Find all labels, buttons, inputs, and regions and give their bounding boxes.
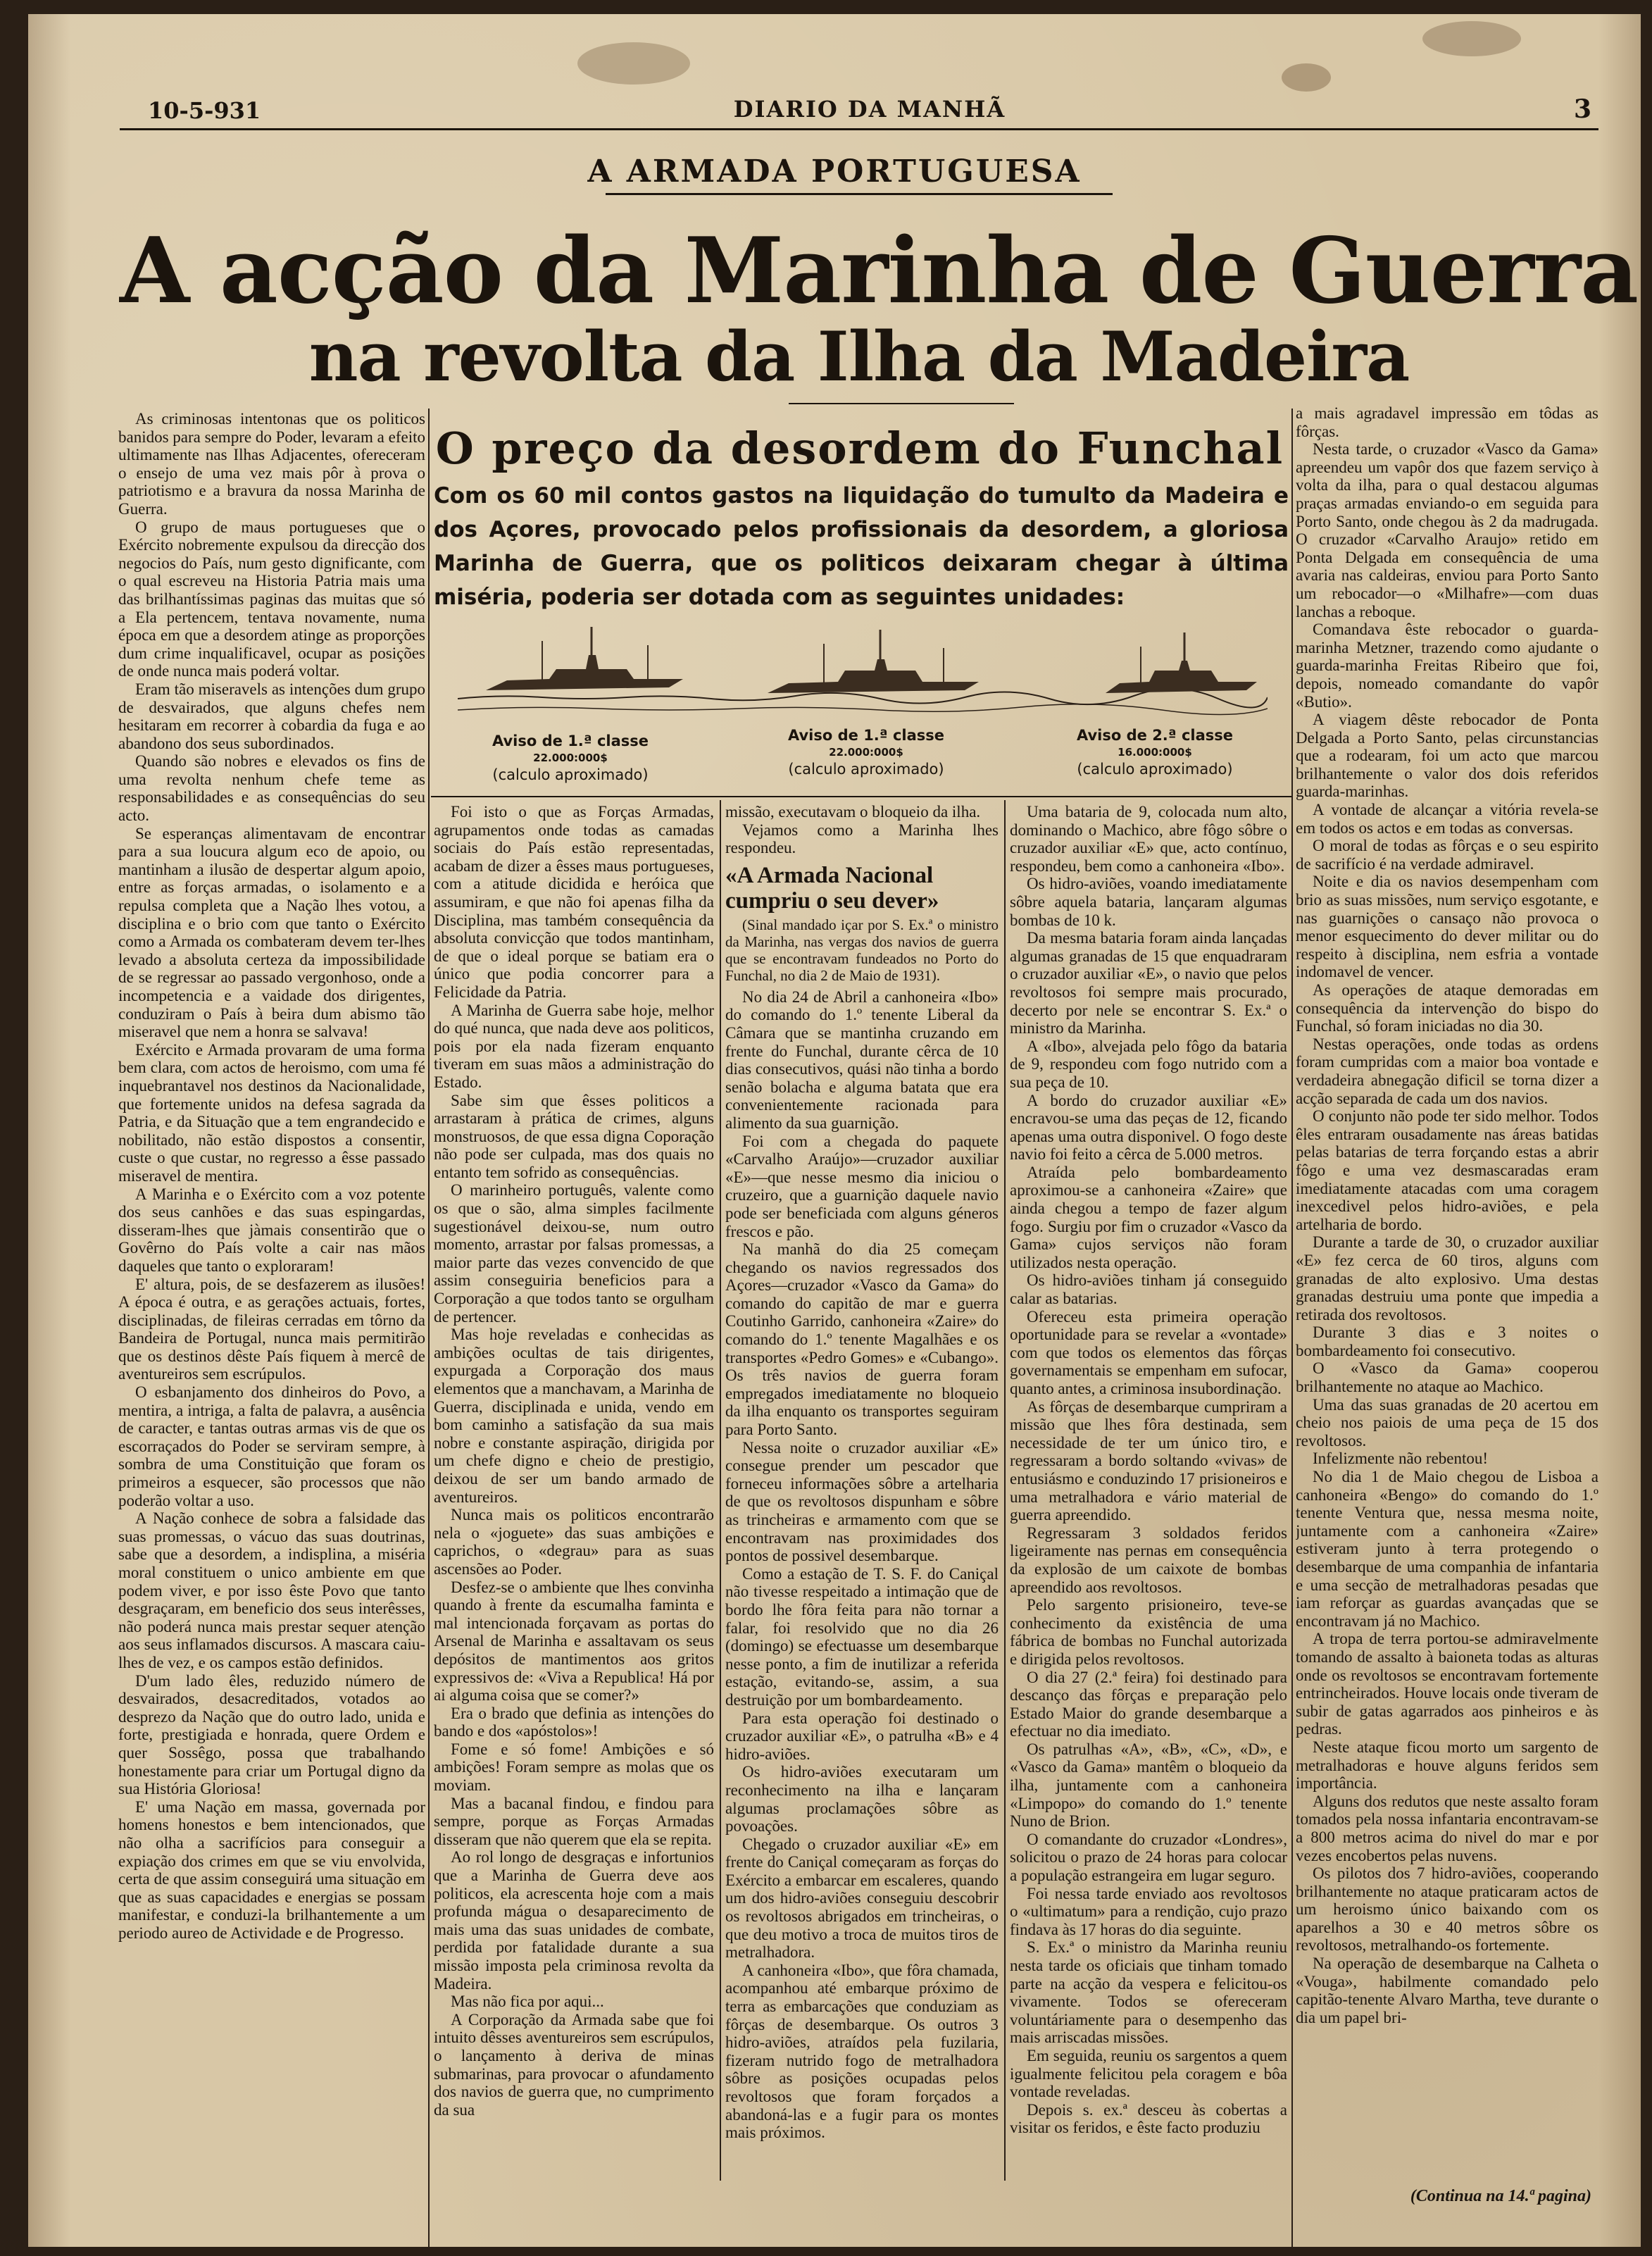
- paragraph: Fome e só fome! Ambições e só ambições! Foram sempre as molas que os moviam.: [434, 1740, 714, 1795]
- ship-3: [1106, 632, 1257, 693]
- headline-line1: A acção da Marinha de Guerra: [120, 218, 1638, 324]
- ship-cost: 22.000:000$: [533, 752, 608, 764]
- paragraph: Regressaram 3 soldados feridos ligeiramente nas pernas em consequência da explosão de um caixote de bombas apreendido aos revoltosos.: [1010, 1523, 1287, 1596]
- paper-stain: [1422, 21, 1521, 56]
- paragraph: Na operação de desembarque na Calheta o «Vouga», habilmente comandado pelo capitão-tenente Alvaro Martha, teve durante o dia um papel bri-: [1296, 1955, 1598, 2026]
- column-rule: [428, 409, 430, 2247]
- ship-caption-1: [465, 733, 676, 783]
- ship-calc-note: (calculo aproximado): [788, 761, 944, 778]
- column-3: [725, 803, 999, 2176]
- center-subtitle: Com os 60 mil contos gastos na liquidação do tumulto da Madeira e dos Açores, provocado pelos profissionais da desordem, a gloriosa Marinha de Guerra, que os politicos deixaram chegar à última miséria, poderia ser dotada com as seguintes unidades:: [434, 483, 1289, 610]
- paragraph: Neste ataque ficou morto um sargento de metralhadoras e houve alguns feridos sem importância.: [1296, 1738, 1598, 1793]
- header-rule: [120, 128, 1598, 130]
- paragraph: A canhoneira «Ibo», que fôra chamada, acompanhou até embarque próximo de terra as embarcações que conduziam as fôrças de desembarque. Os outros 3 hidro-aviões, atraídos pela fuzilaria, fizeram nutrido fogo de metralhadora sôbre as posições ocupadas pelos revoltosos que foram forçados a abandoná-las e a fugir para os montes mais próximos.: [725, 1961, 999, 2142]
- paragraph: No dia 1 de Maio chegou de Lisboa a canhoneira «Bengo» do comando do 1.º tenente Ventura que, nessa mesma noite, juntamente com a canhoneira «Zaire» estiveram junto à terra protegendo o desembarque de uma companhia de infantaria e uma secção de metralhadoras pesadas que iam reforçar as guardas avançadas que se encontravam já no Machico.: [1296, 1468, 1598, 1630]
- signal-note: (Sinal mandado içar por S. Ex.ª o ministro da Marinha, nas vergas dos navios de guerra que se encontravam fundeados no Porto do Funchal, no dia 2 de Maio de 1931).: [725, 916, 999, 984]
- column-rule: [1004, 800, 1006, 2181]
- column-2: [434, 803, 714, 2176]
- paragraph: Durante a tarde de 30, o cruzador auxiliar «E» fez cerca de 60 tiros, alguns com granadas de alto explosivo. Uma destas granadas destruiu uma ponte que impedia a retirada dos revoltosos.: [1296, 1233, 1598, 1323]
- paragraph: Nunca mais os politicos encontrarão nela o «joguete» das suas ambições e caprichos, o «degrau» para as suas ascensões ao Poder.: [434, 1506, 714, 1578]
- paragraph: Nessa noite o cruzador auxiliar «E» consegue prender um pescador que forneceu informações sôbre a artelharia de que os revoltosos dispunham e sôbre as trincheiras e armamento com que se encontravam nas proximidades dos pontos de possivel desembarque.: [725, 1438, 999, 1565]
- paragraph: Da mesma bataria foram ainda lançadas algumas granadas de 15 que enquadraram o cruzador auxiliar «E», o navio que pelos revoltosos foi sempre mais procurado, decerto por nele se encontrar S. Ex.ª o ministro da Marinha.: [1010, 929, 1287, 1037]
- paragraph: Uma bataria de 9, colocada num alto, dominando o Machico, abre fôgo sôbre o cruzador auxiliar «E» que, acto contínuo, respondeu, bem como a canhoneira «Ibo».: [1010, 803, 1287, 875]
- paragraph: Foi isto o que as Forças Armadas, agrupamentos onde todas as camadas sociais do País estão representadas, acabam de dizer a êsses maus portugueses, com a atitude dicidida e heróica que assumiram, e que não foi apenas filha da Disciplina, mas também consequência da absoluta convicção que todos mantinham, de que o ideal porque se batiam era o único que podia concorrer para a Felicidade da Patria.: [434, 803, 714, 1001]
- paragraph: O conjunto não pode ter sido melhor. Todos êles entraram ousadamente nas áreas batidas pelas batarias de terra forçando estas a abrir fôgo e uma vez desmascaradas eram imediatamente atacadas com uma coragem inexcedivel pelos hidro-aviões, e pela artelharia de bordo.: [1296, 1107, 1598, 1233]
- paragraph: Nesta tarde, o cruzador «Vasco da Gama» apreendeu um vapôr dos que fazem serviço à volta da ilha, para o qual destacou algumas praças armadas enviando-o em seguida para Porto Santo, onde chegou às 2 da madrugada. O cruzador «Carvalho Araujo» retido em Ponta Delgada em consequência de uma avaria nas caldeiras, enviou para Porto Santo um rebocador—o «Milhafre»—com duas lanchas a reboque.: [1296, 440, 1598, 621]
- paragraph: A vontade de alcançar a vitória revela-se em todos os actos e em todas as conversas.: [1296, 801, 1598, 837]
- paragraph: A «Ibo», alvejada pelo fôgo da bataria de 9, respondeu com fogo nutrido com a sua peça de 10.: [1010, 1037, 1287, 1091]
- ship-calc-note: (calculo aproximado): [492, 766, 649, 783]
- column-subhead: «A Armada Nacional cumpriu o seu dever»: [725, 862, 939, 914]
- ship-calc-note: (calculo aproximado): [1077, 761, 1233, 778]
- paragraph: Durante 3 dias e 3 noites o bombardeamento foi consecutivo.: [1296, 1323, 1598, 1359]
- paragraph: Eram tão miseravels as intenções dum grupo de desvairados, que alguns chefes nem hesitaram em recorrer à cobardia da fuga e ao abandono dos seus subordinados.: [118, 680, 425, 752]
- paragraph: Pelo sargento prisioneiro, teve-se conhecimento da existência de uma fábrica de bombas no Funchal autorizada e dirigida pelos revoltosos.: [1010, 1596, 1287, 1668]
- paragraph: Vejamos como a Marinha lhes respondeu.: [725, 821, 999, 857]
- paragraph: Atraída pelo bombardeamento aproximou-se a canhoneira «Zaire» que ainda chegou a tempo de fazer algum fogo. Surgiu por fim o cruzador «Vasco da Gama» cujos serviços não foram utilizados nesta operação.: [1010, 1163, 1287, 1271]
- paragraph: Na manhã do dia 25 começam chegando os navios regressados dos Açores—cruzador «Vasco da Gama» do comando do capitão de mar e guerra Coutinho Garrido, canhoneira «Zaire» do comando do 1.º tenente Magalhães e os transportes «Pedro Gomes» e «Cubango». Os três navios de guerra foram empregados imediatamente no bloqueio da ilha enquanto os transportes seguiram para Porto Santo.: [725, 1240, 999, 1439]
- paragraph: Mas hoje reveladas e conhecidas as ambições ocultas de tais dirigentes, expurgada a Corporação dos maus elementos que a manchavam, a Marinha de Guerra, disciplinada e unida, vendo em bom caminho a satisfação da sua mais nobre e constante aspiração, dirigida por um chefe digno e cheio de prestigio, deixou de ser um bando armado de aventureiros.: [434, 1326, 714, 1506]
- paragraph: Se esperanças alimentavam de encontrar para a sua loucura algum eco de apoio, ou mantinham a ilusão de despertar algum apoio, entre as forças armadas, o isolamento e a repulsa completa que a Nação lhes votou, a disciplina e o brio com que tanto o Exército como a Armada os combateram devem ter-lhes levado a absoluta certeza da impossibilidade de se regressar ao passado vergonhoso, onde a incompetencia e a vaidade dos dirigentes, conduziram o País à beira dum abismo tão miseravel que nem a honra se salvava!: [118, 824, 425, 1041]
- ships-illustration: [458, 620, 1268, 733]
- paragraph: Sabe sim que êsses politicos a arrastaram à prática de crimes, alguns monstruosos, de que essa digna Coporação não pode ser culpada, mas dos quais no entanto tem sofrido as consequências.: [434, 1091, 714, 1181]
- paragraph: Os pilotos dos 7 hidro-aviões, cooperando brilhantemente no ataque praticaram actos de um heroismo único baixando com os aparelhos a 30 e 40 metros sôbre os revoltosos, metralhando-os fortemente.: [1296, 1864, 1598, 1955]
- paragraph: Uma das suas granadas de 20 acertou em cheio nos paiois de uma peça de 15 dos revoltosos.: [1296, 1395, 1598, 1450]
- paragraph: Desfez-se o ambiente que lhes convinha quando à frente da escumalha faminta e mal intencionada forçavam as portas do Arsenal de Marinha e assaltavam os seus depósitos de mantimentos aos gritos expressivos de: «Viva a Republica! Há por ai alguma coisa que se comer?»: [434, 1578, 714, 1705]
- paragraph: A Marinha de Guerra sabe hoje, melhor do qué nunca, que nada deve aos politicos, pois por ela nada fizeram enquanto tiveram em suas mãos a administração do Estado.: [434, 1001, 714, 1091]
- paragraph: Mas a bacanal findou, e findou para sempre, porque as Forças Armadas disseram que não querem que ela se repita.: [434, 1794, 714, 1848]
- paragraph: As criminosas intentonas que os politicos banidos para sempre do Poder, levaram a efeito ultimamente nas Ilhas Adjacentes, ofereceram o ensejo de uma vez mais pôr à prova o patriotismo e a bravura da nossa Marinha de Guerra.: [118, 410, 425, 518]
- paragraph: Os patrulhas «A», «B», «C», «D», e «Vasco da Gama» mantêm o bloqueio da ilha, juntamente com a canhoneira «Limpopo» do comando do 1.º tenente Nuno de Brion.: [1010, 1740, 1287, 1831]
- paragraph: Como a estação de T. S. F. do Caniçal não tivesse respeitado a intimação que de bordo lhe fôra feita para não tornar a falar, foi resolvido que no dia 26 (domingo) se efectuasse um desembarque nesse ponto, a fim de inutilizar a referida estação, evitando-se, assim, a sua destruição por um bombardeamento.: [725, 1564, 999, 1709]
- ship-caption-3: [1049, 727, 1260, 778]
- paragraph: A viagem dêste rebocador de Ponta Delgada a Porto Santo, pelas circunstancias que a rodearam, foi um acto que marcou brilhantemente o valor dos dois referidos guarda-marinhas.: [1296, 711, 1598, 801]
- page-number: 3: [1573, 94, 1591, 124]
- paragraph: A Nação conhece de sobra a falsidade das suas promessas, o vácuo das suas doutrinas, sabe que a desordem, a indisplina, a miséria moral constituem o unico ambiente em que podem viver, e por isso êste Povo que tanto desgraçaram, em beneficio dos seus interêsses, não poderá nunca mais prestar sequer atenção aos seus inflamados discursos. A mascara caiu-lhes de vez, e os campos estão definidos.: [118, 1509, 425, 1671]
- paragraph: O moral de todas as fôrças e o seu espirito de sacrifício é na verdade admiravel.: [1296, 837, 1598, 873]
- paragraph: Alguns dos redutos que neste assalto foram tomados pela nossa infantaria encontravam-se a 800 metros acima do nivel do mar e por vezes encobertos pelas nuvens.: [1296, 1792, 1598, 1864]
- headline-rule: [789, 403, 1014, 404]
- paragraph: Foi com a chegada do paquete «Carvalho Araújo»—cruzador auxiliar «E»—que nesse mesmo dia iniciou o cruzeiro, que a guarnição daquele navio pode ser beneficiada com alguns géneros frescos e pão.: [725, 1132, 999, 1240]
- paragraph: Infelizmente não rebentou!: [1313, 1450, 1489, 1468]
- sea-line: [458, 704, 1268, 715]
- ship-class: Aviso de 1.ª classe: [492, 733, 649, 749]
- paragraph: A Marinha e o Exército com a voz potente dos seus canhões e das suas espingardas, disseram-lhes que jàmais consentirão que o Govêrno do País volte a cair nas mãos daqueles que tanto o exploraram!: [118, 1185, 425, 1275]
- paragraph: A tropa de terra portou-se admiravelmente tomando de assalto à baioneta todas as alturas onde os revoltosos se encontravam fortemente entrincheirados. Houve locais onde tiveram de subir de gatas agarrados aos pinheiros e às pedras.: [1296, 1630, 1598, 1738]
- paragraph: Quando são nobres e elevados os fins de uma revolta nenhum chefe teme as responsabilidades e as consequências do seu acto.: [118, 752, 425, 825]
- paragraph: Noite e dia os navios desempenham com brio as suas missões, num serviço esgotante, e nas guarnições o cansaço não provoca o menor esquecimento do dever militar ou do respeito à disciplina, nem esfria a vontade indomavel de vencer.: [1296, 873, 1598, 981]
- headline-line2: na revolta da Ilha da Madeira: [308, 317, 1410, 397]
- box-bottom-rule: [431, 796, 1291, 797]
- paragraph: A Corporação da Armada sabe que foi intuito dêsses aventureiros sem escrúpulos, o lançamento à deriva de minas submarinas, para provocar o afundamento dos navios de guerra que, no cumprimento da sua: [434, 2010, 714, 2119]
- paragraph: Os hidro-aviões tinham já conseguido calar as batarias.: [1010, 1271, 1287, 1308]
- paragraph: Os hidro-aviões executaram um reconhecimento na ilha e lançaram algumas proclamações sôbre as povoações.: [725, 1763, 999, 1836]
- paragraph: Os hidro-aviões, voando imediatamente sôbre aquela bataria, lançaram algumas bombas de 10 k.: [1010, 875, 1287, 929]
- paragraph: Para esta operação foi destinado o cruzador auxiliar «E», o patrulha «B» e 4 hidro-aviões.: [725, 1709, 999, 1763]
- ship-cost: 22.000:000$: [829, 746, 903, 759]
- section-rule: [606, 193, 1113, 195]
- paragraph: Comandava êste rebocador o guarda-marinha Metzner, trazendo como ajudante o guarda-marinha Freitas Ribeiro que foi, depois, nomeado comandante do vapôr «Butio».: [1296, 621, 1598, 711]
- running-header: [148, 92, 1591, 134]
- paragraph: Exército e Armada provaram de uma forma bem clara, com actos de heroismo, com uma fé inquebrantavel nos destinos da Nacionalidade, que fortemente unidos na defesa sagrada da Patria, e da Situação que a tem engrandecido e nobilitado, não estão dispostos a consentir, custe o que custar, no regresso a êsse passado miseravel de mentira.: [118, 1040, 425, 1185]
- column-5: [1296, 404, 1598, 2182]
- newspaper-page: [28, 14, 1641, 2247]
- column-rule: [1291, 409, 1293, 2247]
- paragraph: O esbanjamento dos dinheiros do Povo, a mentira, a intriga, a falta de palavra, a ausência de caracter, e tantas outras armas vis de que os escorraçados do Poder se serviram sempre, à sombra de uma Constituição que foram os primeiros a esquecer, são processos que não poderão voltar a uso.: [118, 1383, 425, 1509]
- paragraph: O «Vasco da Gama» cooperou brilhantemente no ataque ao Machico.: [1296, 1359, 1598, 1396]
- paragraph: O grupo de maus portugueses que o Exército nobremente expulsou da direcção dos negocios do País, num gesto dignificante, com o qual escreveu na Historia Patria mais uma das brilhantíssimas paginas das muitas que só a Ela pertencem, tentava novamente, numa época em que a desordem atinge as proporções dum crime inqualificavel, ocupar as posições de onde nunca mais poderá voltar.: [118, 518, 425, 680]
- paragraph: D'um lado êles, reduzido número de desvairados, desacreditados, votados ao desprezo da Nação que do outro lado, unida e forte, prestigiada e honrada, quere Ordem e quer Sossêgo, possa que trabalhando honestamente para criar um Portugal digno da sua História Gloriosa!: [118, 1671, 425, 1798]
- paragraph: As fôrças de desembarque cumpriram a missão que lhes fôra destinada, sem necessidade de ter um único tiro, e regressaram a bordo soltando «vivas» de entusiásmo e conduzindo 17 prisioneiros e uma metralhadora e vário material de guerra apreendido.: [1010, 1397, 1287, 1524]
- ship-class: Aviso de 2.ª classe: [1076, 727, 1234, 744]
- paragraph: O comandante do cruzador «Londres», solicitou o prazo de 24 horas para colocar a população estrangeira em lugar seguro.: [1010, 1830, 1287, 1885]
- paragraph: missão, executavam o bloqueio da ilha.: [725, 803, 981, 821]
- column-rule: [720, 800, 721, 2181]
- continuation-note: (Continua na 14.ª pagina): [1410, 2187, 1591, 2205]
- ship-caption-2: [761, 727, 972, 778]
- paragraph: Era o brado que definia as intenções do bando e dos «apóstolos»!: [434, 1704, 714, 1740]
- paragraph: Chegado o cruzador auxiliar «E» em frente do Caniçal começaram as forças do Exército a embarcar em escaleres, quando um dos hidro-aviões conseguiu descobrir os revoltosos abrigados em trincheiras, o que deu motivo a troca de muitos tiros de metralhadora.: [725, 1835, 999, 1962]
- column-4: [1010, 803, 1287, 2176]
- paragraph: Em seguida, reuniu os sargentos a quem igualmente felicitou pela coragem e bôa vontade reveladas.: [1010, 2046, 1287, 2101]
- ship-1: [486, 627, 683, 690]
- paragraph: S. Ex.ª o ministro da Marinha reuniu nesta tarde os oficiais que tinham tomado parte na acção da vespera e felicitou-os vivamente. Todos se ofereceram voluntáriamente para o desempenho das mais arriscadas missões.: [1010, 1938, 1287, 2047]
- ship-class: Aviso de 1.ª classe: [787, 727, 945, 744]
- paragraph: A bordo do cruzador auxiliar «E» encravou-se uma das peças de 12, ficando apenas uma outra disponivel. O fogo deste navio foi feito a cêrca de 5.000 metros.: [1010, 1091, 1287, 1164]
- paragraph: Mas não fica por aqui...: [451, 1993, 604, 2011]
- paper-stain: [1282, 63, 1331, 92]
- paragraph: Ofereceu esta primeira operação oportunidade para se revelar a «vontade» com que todos os elementos das fôrças governamentais se empenham em sufocar, quanto antes, a criminosa insubordinação.: [1010, 1307, 1287, 1397]
- paragraph: O marinheiro português, valente como os que o são, alma simples facilmente sugestionável deixou-se, num outro momento, arrastar por falsas promessas, a maior parte das vezes convencido de que assim conseguiria beneficios para a Corporação a que todos tanto se orgulham de pertencer.: [434, 1181, 714, 1326]
- paragraph: Nestas operações, onde todas as ordens foram cumpridas com a maior boa vontade e verdadeira abnegação dificil se torna dizer a acção separada de cada um dos navios.: [1296, 1035, 1598, 1107]
- ship-cost: 16.000:000$: [1118, 746, 1192, 759]
- paragraph: Depois s. ex.ª desceu às cobertas a visitar os feridos, e êste facto produziu: [1010, 2100, 1287, 2137]
- center-title: O preço da desordem do Funchal: [435, 423, 1284, 474]
- issue-date: 10-5-931: [148, 97, 261, 124]
- newspaper-name: DIARIO DA MANHÃ: [733, 96, 1006, 123]
- paragraph: Foi nessa tarde enviado aos revoltosos o «ultimatum» para a rendição, cujo prazo findava às 17 horas do dia seguinte.: [1010, 1884, 1287, 1938]
- ship-2: [768, 630, 979, 693]
- paragraph: a mais agradavel impressão em tôdas as fôrças.: [1296, 404, 1598, 440]
- paragraph: No dia 24 de Abril a canhoneira «Ibo» do comando do 1.º tenente Liberal da Câmara que se mantinha cruzando em frente do Funchal, durante cêrca de 10 dias consecutivos, quási não tinha a bordo senão bolacha e alguma batata que era convenientemente racionada para alimento da sua guarnição.: [725, 987, 999, 1132]
- column-1: [118, 410, 425, 2171]
- paragraph: E' uma Nação em massa, governada por homens honestos e bem intencionados, que não olha a sacrifícios para conseguir a expiação dos crimes em que se viu envolvida, certa de que assim conseguirá uma situação em que as suas capacidades e energias se possam manifestar, e conduzi-la brilhantemente a um periodo aureo de Actividade e de Progresso.: [118, 1797, 425, 1942]
- paragraph: As operações de ataque demoradas em consequência da intervenção do bispo do Funchal, só foram iniciadas no dia 30.: [1296, 981, 1598, 1035]
- paper-stain: [577, 42, 690, 85]
- paragraph: Ao rol longo de desgraças e infortunios que a Marinha de Guerra deve aos politicos, ela acrescenta hoje com a mais profunda mágua o desaparecimento de mais uma das suas unidades de combate, perdida por fatalidade durante a sua missão imposta pela criminosa revolta da Madeira.: [434, 1848, 714, 1993]
- paragraph: E' altura, pois, de se desfazerem as ilusões! A época é outra, e as gerações actuais, fortes, disciplinadas, de fileiras cerradas em tôrno da Bandeira de Portugal, nunca mais permitirão que os destinos dêste País fiquem à mercê de aventureiros sem escrúpulos.: [118, 1275, 425, 1383]
- section-title: A ARMADA PORTUGUESA: [587, 154, 1082, 189]
- paragraph: O dia 27 (2.ª feira) foi destinado para descanço das fôrças e preparação pelo Estado Maior do grande desembarque a efectuar no dia imediato.: [1010, 1668, 1287, 1740]
